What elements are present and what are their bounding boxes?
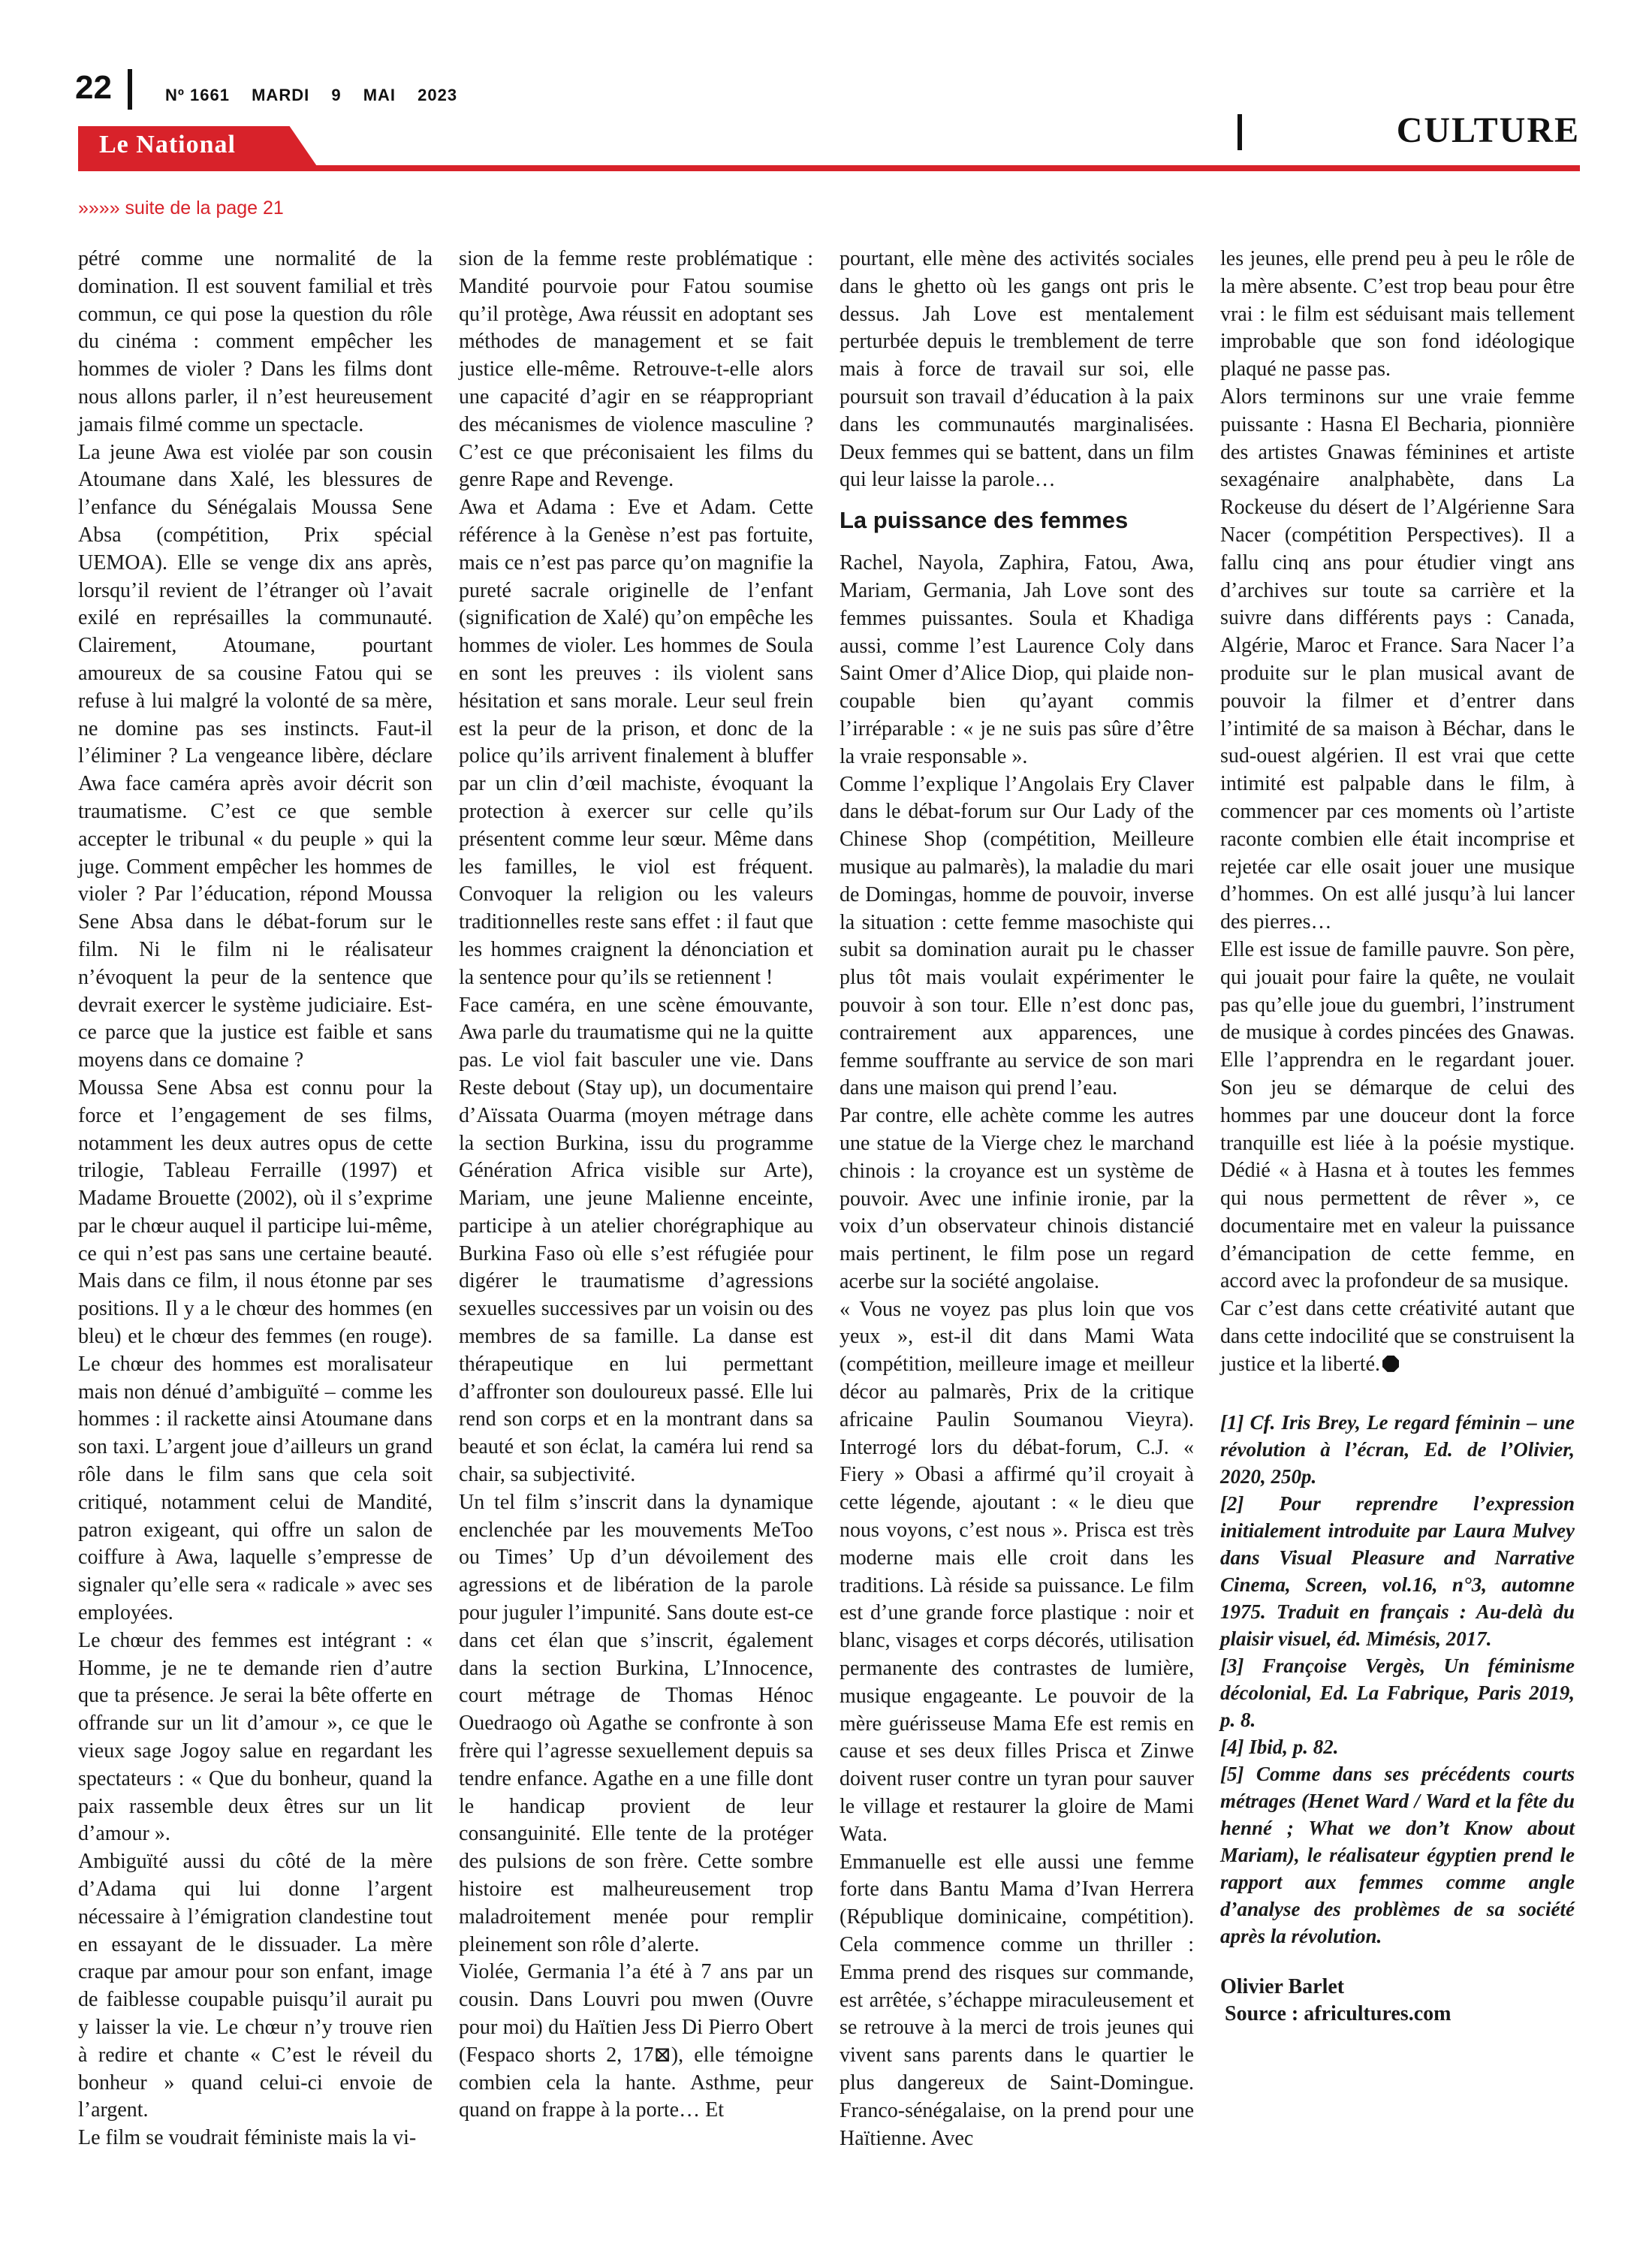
paragraph: La jeune Awa est violée par son cousin Atoumane dans Xalé, les blessures de l’enfance du Sénégalais Moussa Sene Absa (compétition, Prix spécial UEMOA). Elle se venge dix ans après, lorsqu’il revient de l’étranger où l’avait exilé en représailles la communauté. Clairement, Atoumane, pourtant amoureux de sa cousine Fatou qui se refuse à lui malgré la volonté de sa mère, ne domine pas ses instincts. Faut-il l’éliminer ? La vengeance libère, déclare Awa face caméra après avoir décrit son traumatisme. C’est ce que semble accepter le tribunal « du peuple » qui la juge. Comment empêcher les hommes de violer ? Par l’éducation, répond Moussa Sene Absa dans le débat-forum sur le film. Ni le film ni le réalisateur n’évoquent la peur de la sentence que devrait exercer le système judiciaire. Est-ce parce que la justice est faible et sans moyens dans ce domaine ? <box>78 440 433 1072</box>
footnote: [3] Françoise Vergès, Un féminisme décolonial, Ed. La Fabrique, Paris 2019, p. 8. <box>1220 1654 1575 1731</box>
paragraph: Emmanuelle est elle aussi une femme forte dans Bantu Mama d’Ivan Herrera (République dominicaine, compétition). Cela commence comme un thriller : Emma prend des risques sur commande, est arrêtée, s’échappe miraculeusement et se retrouve à la merci de trois jeunes qui vivent sans parents dans le quartier le plus dangereux de Saint-Domingue. Franco-sénégalaise, on la prend pour une Haïtienne. Avec <box>840 1850 1194 2150</box>
paragraph: Awa et Adama : Eve et Adam. Cette référence à la Genèse n’est pas fortuite, mais ce n’est pas parce qu’on magnifie la pureté sacrale originelle de l’enfant (signification de Xalé) qu’on empêche les hommes de violer. Les hommes de Soula en sont les preuves : ils violent sans hésitation et sans morale. Leur seul frein est la peur de la prison, et donc de la police qu’ils arrivent finalement à bluffer par un clin d’œil machiste, évoquant la protection à exercer sur celle qu’ils présentent comme leur sœur. Même dans les familles, le viol est fréquent. Convoquer la religion ou les valeurs traditionnelles reste sans effet : il faut que les hommes craignent la dénonciation et la sentence pour qu’ils se retiennent ! <box>459 496 813 989</box>
article-column-3 <box>840 246 1194 2152</box>
paragraph: Ambiguïté aussi du côté de la mère d’Adama qui lui donne l’argent nécessaire à l’émigration clandestine tout en essayant de le dissuader. La mère craque par amour pour son enfant, image de faiblesse coupable puisqu’il aurait pu y laisser la vie. Le chœur n’y trouve rien à redire et chante « C’est le réveil du bonheur » quand celui-ci envoie de l’argent. <box>78 1850 433 2122</box>
end-of-article-icon <box>1382 1356 1399 1372</box>
article-column-4 <box>1220 246 1575 2028</box>
issue-day: 9 <box>331 86 342 104</box>
issue-number: Nº 1661 <box>165 86 230 104</box>
article-column-1 <box>78 246 433 2152</box>
issue-year: 2023 <box>418 86 458 104</box>
paragraph: Le chœur des femmes est intégrant : « Homme, je ne te demande rien d’autre que ta présence. Je serai la bête offerte en offrande sur un lit d’amour », ce que le vieux sage Jogoy salue en regardant les spectateurs : « Que du bonheur, quand la paix rassemble deux êtres sur un lit d’amour ». <box>78 1628 433 1846</box>
page-header <box>0 0 1652 195</box>
paragraph: Rachel, Nayola, Zaphira, Fatou, Awa, Mariam, Germania, Jah Love sont des femmes puissantes. Soula et Khadiga aussi, comme l’est Laurence Coly dans Saint Omer d’Alice Diop, qui plaide non-coupable bien qu’ayant commis l’irréparable : « je ne suis pas sûre d’être la vraie responsable ». <box>840 551 1194 768</box>
source-credit: Source : africultures.com <box>1225 2001 1452 2025</box>
section-title: CULTURE <box>1396 110 1580 150</box>
paragraph: Face caméra, en une scène émouvante, Awa parle du traumatisme qui ne la quitte pas. Le viol fait basculer une vie. Dans Reste debout (Stay up), un documentaire d’Aïssata Ouarma (moyen métrage dans la section Burkina, issu du programme Génération Africa visible sur Arte), Mariam, une jeune Malienne enceinte, participe à un atelier chorégraphique au Burkina Faso où elle s’est réfugiée pour digérer le traumatisme d’agressions sexuelles successives par un voisin ou des membres de sa famille. La danse est thérapeutique en lui permettant d’affronter son douloureux passé. Elle lui rend son corps et en la montrant dans sa beauté et son éclat, la caméra lui rend sa chair, sa subjectivité. <box>459 993 813 1487</box>
paragraph: Comme l’explique l’Angolais Ery Claver dans le débat-forum sur Our Lady of the Chinese Shop (compétition, Meilleure musique au palmarès), la maladie du mari de Domingas, homme de pouvoir, inverse la situation : cette femme masochiste qui subit sa domination aurait pu le chasser plus tôt mais voulait expérimenter le pouvoir à son tour. Elle n’est donc pas, contrairement aux apparences, une femme souffrante au service de son mari dans une maison qui prend l’eau. <box>840 772 1194 1100</box>
issue-month: MAI <box>363 86 396 104</box>
publication-logo: Le National <box>99 131 236 158</box>
paragraph: Le film se voudrait féministe mais la vi- <box>78 2126 417 2150</box>
paragraph: Par contre, elle achète comme les autres une statue de la Vierge chez le marchand chinois : la croyance est un système de pouvoir. Avec une infinie ironie, par la voix d’un observateur chinois distancié mais pertinent, le film pose un regard acerbe sur la société angolaise. <box>840 1104 1194 1293</box>
footnote: [1] Cf. Iris Brey, Le regard féminin – une révolution à l’écran, Ed. de l’Olivier, 2020, 250p. <box>1220 1410 1575 1488</box>
paragraph: sion de la femme reste problématique : Mandité pourvoie pour Fatou soumise qu’il protège, Awa réussit en adoptant ses méthodes de management et se fait justice elle-même. Retrouve-t-elle alors une capacité d’agir en se réappropriant des mécanismes de violence masculine ? C’est ce que préconisaient les films du genre Rape and Revenge. <box>459 247 813 492</box>
section-divider <box>1237 114 1242 150</box>
paragraph: pourtant, elle mène des activités sociales dans le ghetto où les gangs ont pris le dessus. Jah Love est mentalement perturbée depuis le tremblement de terre mais à force de travail sur soi, elle poursuit son travail d’éducation à la paix dans les communautés marginalisées. Deux femmes qui se battent, dans un film qui leur laisse la parole… <box>840 247 1194 492</box>
article-column-2 <box>459 246 813 2125</box>
continuation-note: »»»» suite de la page 21 <box>78 198 284 219</box>
article-end-paragraph <box>1220 1295 1575 1378</box>
footnotes <box>1220 1409 1575 1950</box>
paragraph: Violée, Germania l’a été à 7 ans par un cousin. Dans Louvri pou mwen (Ouvre pour moi) du Haïtien Jess Di Pierro Obert (Fespaco shorts 2, 17⊠), elle témoigne combien cela la hante. Asthme, peur quand on frappe à la porte… Et <box>459 1960 813 2122</box>
page-number: 22 <box>75 69 112 106</box>
author-name: Olivier Barlet <box>1220 1974 1345 1998</box>
issue-weekday: MARDI <box>252 86 310 104</box>
subheading: La puissance des femmes <box>840 507 1129 534</box>
issue-info <box>165 86 474 105</box>
footnote: [5] Comme dans ses précédents courts métrages (Henet Ward / Ward et la fête du henné ; What we don’t Know about Mariam), le réalisateur égyptien prend le rapport aux femmes comme angle d’analyse des problèmes de sa société après la révolution. <box>1220 1762 1575 1947</box>
header-rule <box>78 165 1580 171</box>
paragraph-text: Car c’est dans cette créativité autant que dans cette indocilité que se construisent la justice et la liberté. <box>1220 1297 1575 1376</box>
paragraph: Un tel film s’inscrit dans la dynamique enclenchée par les mouvements MeToo ou Times’ Up d’un dévoilement des agressions et de libération de la parole pour juguler l’impunité. Sans doute est-ce dans cet élan que s’inscrit, également dans la section Burkina, L’Innocence, court métrage de Thomas Hénoc Ouedraogo où Agathe se confronte à son frère qui l’agresse sexuellement depuis sa tendre enfance. Agathe en a une fille dont le handicap provient de leur consanguinité. Elle tente de la protéger des pulsions de son frère. Cette sombre histoire est malheureusement trop maladroitement menée pour remplir pleinement son rôle d’alerte. <box>459 1490 813 1956</box>
page-number-divider <box>128 69 132 110</box>
footnote: [2] Pour reprendre l’expression initialement introduite par Laura Mulvey dans Visual Pleasure and Narrative Cinema, Screen, vol.16, n°3, automne 1975. Traduit en français : Au-delà du plaisir visuel, éd. Mimésis, 2017. <box>1220 1491 1575 1650</box>
paragraph: Alors terminons sur une vraie femme puissante : Hasna El Becharia, pionnière des artistes Gnawas féminines et artiste sexagénaire analphabète, dans La Rockeuse du désert de l’Algérienne Sara Nacer (compétition Perspectives). Il a fallu cinq ans pour étudier vingt ans d’archives sur toute sa carrière et la suivre dans différents pays : Canada, Algérie, Maroc et France. Sara Nacer l’a produite sur le plan musical avant de pouvoir la filmer et d’entrer dans l’intimité de sa maison à Béchar, dans le sud-ouest algérien. Il est vrai que cette intimité est palpable dans le film, à commencer par ces moments où l’artiste raconte combien elle était incomprise et rejetée car elle osait jouer une musique d’hommes. On est allé jusqu’à lui lancer des pierres… <box>1220 385 1575 934</box>
footnote: [4] Ibid, p. 82. <box>1220 1735 1339 1758</box>
paragraph: « Vous ne voyez pas plus loin que vos yeux », est-il dit dans Mami Wata (compétition, meilleure image et meilleur décor au palmarès, Prix de la critique africaine Paulin Soumanou Vieyra). Interrogé lors du débat-forum, C.J. « Fiery » Obasi a affirmé qu’il croyait à cette légende, ajoutant : « le dieu que nous voyons, c’est nous ». Prisca est très moderne mais elle croit dans les traditions. Là réside sa puissance. Le film est d’une grande force plastique : noir et blanc, visages et corps décorés, utilisation permanente des contrastes de lumière, musique engageante. Le pouvoir de la mère guérisseuse Mama Efe est remis en cause et ses deux filles Prisca et Zinwe doivent ruser contre un tyran pour sauver le village et restaurer la gloire de Mami Wata. <box>840 1297 1194 1846</box>
paragraph: Moussa Sene Absa est connu pour la force et l’engagement de ses films, notamment les deux autres opus de cette trilogie, Tableau Ferraille (1997) et Madame Brouette (2002), où il s’exprime par le chœur auquel il participe lui-même, ce qui n’est pas sans une certaine beauté. Mais dans ce film, il nous étonne par ses positions. Il y a le chœur des hommes (en bleu) et le chœur des femmes (en rouge). Le chœur des hommes est moralisateur mais non dénué d’ambiguïté – comme les hommes : il rackette ainsi Atoumane dans son taxi. L’argent joue d’ailleurs un grand rôle dans le film sans que cela soit critiqué, notamment celui de Mandité, patron exigeant, qui offre un salon de coiffure à Awa, laquelle s’empresse de signaler qu’elle sera « radicale » avec ses employées. <box>78 1075 433 1625</box>
paragraph: Elle est issue de famille pauvre. Son père, qui jouait pour faire la quête, ne voulait pas qu’elle joue du guembri, l’instrument de musique à cordes pincées des Gnawas. Elle l’apprendra en le regardant jouer. Son jeu se démarque de celui des hommes par une douceur dont la force tranquille est liée à la poésie mystique. Dédié « à Hasna et à toutes les femmes qui nous permettent de rêver », ce documentaire met en valeur la puissance d’émancipation de cette femme, en accord avec la profondeur de sa musique. <box>1220 937 1575 1293</box>
paragraph: les jeunes, elle prend peu à peu le rôle de la mère absente. C’est trop beau pour être vrai : le film est séduisant mais tellement improbable que son fond idéologique plaqué ne passe pas. <box>1220 247 1575 382</box>
paragraph: pétré comme une normalité de la domination. Il est souvent familial et très commun, ce qui pose la question du rôle du cinéma : comment empêcher les hommes de violer ? Dans les films dont nous allons parler, il n’est heureusement jamais filmé comme un spectacle. <box>78 247 433 436</box>
